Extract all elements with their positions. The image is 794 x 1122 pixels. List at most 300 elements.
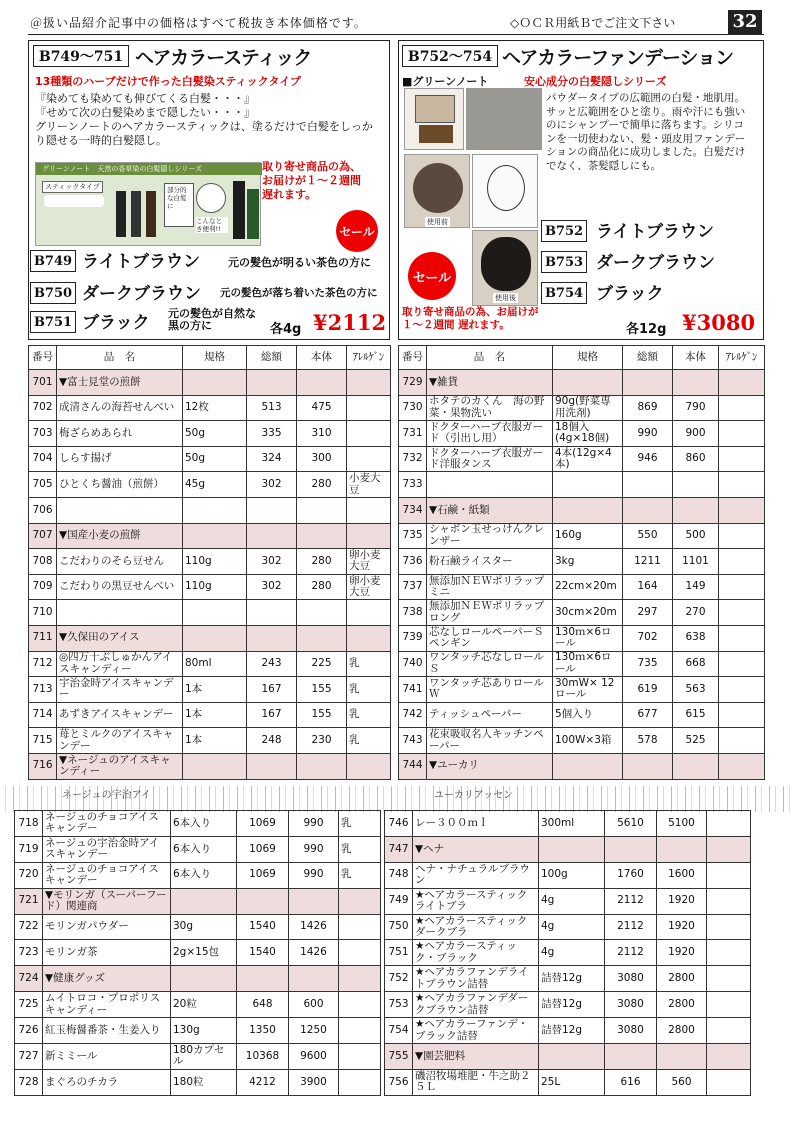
item-spec: 100W×3箱 bbox=[553, 728, 623, 754]
item-total: 1540 bbox=[237, 914, 289, 940]
item-spec: 詰替12g bbox=[539, 966, 605, 992]
header-note: ＠扱い品紹介記事中の価格はすべて税抜き本体価格です。 bbox=[30, 16, 367, 30]
item-spec: 3kg bbox=[553, 549, 623, 575]
item-total: 10368 bbox=[237, 1044, 289, 1070]
item-spec: 4本(12g×4本) bbox=[553, 446, 623, 472]
item-name: ★ヘアカラーファンデ・ブラック詰替 bbox=[413, 1018, 539, 1044]
item-number: 733 bbox=[399, 472, 427, 498]
table-row bbox=[399, 395, 765, 421]
item-spec bbox=[553, 497, 623, 523]
section-row bbox=[399, 370, 765, 396]
stick-shape bbox=[116, 191, 126, 237]
item-base-price: 280 bbox=[297, 574, 347, 600]
illustration-photo bbox=[472, 154, 538, 228]
item-base-price: 1250 bbox=[289, 1018, 339, 1044]
item-allergy: 乳 bbox=[347, 728, 391, 754]
item-name bbox=[427, 472, 553, 498]
item-allergy bbox=[339, 940, 381, 966]
table-row bbox=[15, 1018, 381, 1044]
after-photo bbox=[472, 230, 538, 306]
item-number: 706 bbox=[29, 497, 57, 523]
item-allergy bbox=[707, 811, 751, 837]
item-number: 741 bbox=[399, 677, 427, 703]
item-name: こだわりのそら豆せん bbox=[57, 549, 183, 575]
table-row bbox=[385, 992, 751, 1018]
item-base-price: 1920 bbox=[657, 914, 707, 940]
table-row bbox=[15, 940, 381, 966]
item-number: 721 bbox=[15, 888, 43, 914]
item-allergy bbox=[339, 992, 381, 1018]
item-base-price: 300 bbox=[297, 446, 347, 472]
item-spec: 130ｍ×6ロール bbox=[553, 625, 623, 651]
stick-shape bbox=[233, 181, 245, 239]
item-number: 739 bbox=[399, 625, 427, 651]
item-total bbox=[247, 625, 297, 651]
item-total: 869 bbox=[623, 395, 673, 421]
item-number: 702 bbox=[29, 395, 57, 421]
table-row bbox=[15, 811, 381, 837]
item-number: 723 bbox=[15, 940, 43, 966]
item-total: 2112 bbox=[605, 888, 657, 914]
item-name: 花束吸収名人キッチンペーパー bbox=[427, 728, 553, 754]
item-spec: 50g bbox=[183, 421, 247, 447]
item-allergy bbox=[707, 1018, 751, 1044]
item-spec bbox=[183, 523, 247, 549]
item-total: 619 bbox=[623, 677, 673, 703]
variant-code-b751: B751 bbox=[30, 311, 76, 333]
item-number: 738 bbox=[399, 600, 427, 626]
table-row bbox=[385, 1069, 751, 1095]
table-row bbox=[399, 702, 765, 728]
item-number: 711 bbox=[29, 625, 57, 651]
item-name: 芯なしロールペーパーＳ ペンギン bbox=[427, 625, 553, 651]
item-base-price: 475 bbox=[297, 395, 347, 421]
item-name: 成清さんの海苔せんべい bbox=[57, 395, 183, 421]
item-name: レー３００ｍｌ bbox=[413, 811, 539, 837]
section-row bbox=[399, 753, 765, 779]
item-total: 297 bbox=[623, 600, 673, 626]
item-total: 3080 bbox=[605, 1018, 657, 1044]
left-sale-badge: セール bbox=[336, 210, 378, 252]
table-row bbox=[385, 862, 751, 888]
item-spec: 4g bbox=[539, 914, 605, 940]
item-base-price: 615 bbox=[673, 702, 719, 728]
item-spec bbox=[539, 1044, 605, 1070]
item-name: 梅ざらめあられ bbox=[57, 421, 183, 447]
table-row bbox=[29, 549, 391, 575]
item-spec bbox=[171, 966, 237, 992]
item-total bbox=[237, 966, 289, 992]
item-base-price: 563 bbox=[673, 677, 719, 703]
item-base-price: 525 bbox=[673, 728, 719, 754]
item-number: 731 bbox=[399, 421, 427, 447]
stick-shape bbox=[44, 195, 104, 207]
col-item-name: 品 名 bbox=[57, 346, 183, 370]
item-number: 705 bbox=[29, 472, 57, 498]
item-total: 648 bbox=[237, 992, 289, 1018]
item-name: ▼富士見堂の煎餅 bbox=[57, 370, 183, 396]
item-number: 737 bbox=[399, 574, 427, 600]
item-base-price: 270 bbox=[673, 600, 719, 626]
item-number: 732 bbox=[399, 446, 427, 472]
item-number: 726 bbox=[15, 1018, 43, 1044]
item-allergy bbox=[719, 753, 765, 779]
item-total: 3080 bbox=[605, 992, 657, 1018]
table-row bbox=[29, 497, 391, 523]
item-name: ▼ユーカリ bbox=[427, 753, 553, 779]
item-allergy bbox=[707, 862, 751, 888]
item-name: ▼ネージュのアイスキャンディー bbox=[57, 753, 183, 779]
item-total bbox=[623, 472, 673, 498]
table-row bbox=[399, 574, 765, 600]
item-name: ドクターハーブ衣服ガード（引出し用） bbox=[427, 421, 553, 447]
left-product-code: B749～751 bbox=[33, 45, 129, 67]
hair-color-stick-photo bbox=[35, 162, 261, 246]
head-shape bbox=[481, 237, 531, 291]
item-allergy bbox=[719, 421, 765, 447]
item-name: ワンタッチ芯ありロールＷ bbox=[427, 677, 553, 703]
item-base-price bbox=[673, 753, 719, 779]
item-total: 550 bbox=[623, 523, 673, 549]
item-total: 513 bbox=[247, 395, 297, 421]
item-spec: 2g×15包 bbox=[171, 940, 237, 966]
item-allergy bbox=[719, 625, 765, 651]
item-spec bbox=[183, 600, 247, 626]
item-name: しらす揚げ bbox=[57, 446, 183, 472]
item-number: 716 bbox=[29, 753, 57, 779]
variant-note-b749: 元の髪色が明るい茶色の方に bbox=[228, 256, 371, 269]
item-spec bbox=[553, 472, 623, 498]
item-number: 728 bbox=[15, 1069, 43, 1095]
table-row bbox=[29, 702, 391, 728]
item-base-price: 1600 bbox=[657, 862, 707, 888]
item-total: 1211 bbox=[623, 549, 673, 575]
col-base-price: 本体 bbox=[673, 346, 719, 370]
compact-powder bbox=[419, 125, 453, 143]
foundation-compact-photo bbox=[404, 88, 464, 150]
item-total bbox=[247, 523, 297, 549]
item-total: 1069 bbox=[237, 862, 289, 888]
item-number: 742 bbox=[399, 702, 427, 728]
col-item-name: 品 名 bbox=[427, 346, 553, 370]
col-allergy: ｱﾚﾙｹﾞﾝ bbox=[719, 346, 765, 370]
item-number: 754 bbox=[385, 1018, 413, 1044]
item-base-price: 280 bbox=[297, 472, 347, 498]
scan-glitch-band bbox=[0, 786, 794, 812]
right-price: ¥3080 bbox=[682, 310, 756, 335]
item-total bbox=[247, 753, 297, 779]
table-row bbox=[29, 677, 391, 703]
table-row bbox=[385, 811, 751, 837]
left-product-name: ヘアカラースティック bbox=[135, 47, 312, 69]
item-total bbox=[623, 497, 673, 523]
right-product-brand: ■グリーンノート bbox=[402, 75, 489, 88]
item-total: 335 bbox=[247, 421, 297, 447]
item-total: 164 bbox=[623, 574, 673, 600]
table-row bbox=[385, 966, 751, 992]
section-row bbox=[29, 625, 391, 651]
item-spec: 80ml bbox=[183, 651, 247, 677]
item-spec: 180カプセル bbox=[171, 1044, 237, 1070]
item-total: 3080 bbox=[605, 966, 657, 992]
item-name: モリンガ茶 bbox=[43, 940, 171, 966]
package-label: グリーンノート 天然の香草染の白髪隠しシリーズ bbox=[36, 163, 262, 175]
variant-name-b749: ライトブラウン bbox=[82, 252, 200, 272]
item-number: 701 bbox=[29, 370, 57, 396]
table-row bbox=[29, 395, 391, 421]
table-row bbox=[399, 651, 765, 677]
table-row bbox=[29, 446, 391, 472]
item-allergy bbox=[719, 702, 765, 728]
item-name: ▼久保田のアイス bbox=[57, 625, 183, 651]
item-number: 747 bbox=[385, 836, 413, 862]
item-spec: 110g bbox=[183, 574, 247, 600]
item-number: 749 bbox=[385, 888, 413, 914]
item-base-price bbox=[657, 1044, 707, 1070]
item-allergy bbox=[719, 497, 765, 523]
table-row bbox=[399, 421, 765, 447]
item-spec: 90g(野菜専用洗剤) bbox=[553, 395, 623, 421]
item-number: 704 bbox=[29, 446, 57, 472]
table-row bbox=[29, 472, 391, 498]
item-number: 750 bbox=[385, 914, 413, 940]
col-spec: 規格 bbox=[553, 346, 623, 370]
left-price: ¥2112 bbox=[313, 310, 387, 335]
item-spec: 130ｍ×6ロール bbox=[553, 651, 623, 677]
item-spec bbox=[183, 753, 247, 779]
item-name: 無添加ＮＥＷポリラップロング bbox=[427, 600, 553, 626]
item-total: 302 bbox=[247, 549, 297, 575]
item-spec bbox=[183, 497, 247, 523]
item-number: 756 bbox=[385, 1069, 413, 1095]
item-total: 1760 bbox=[605, 862, 657, 888]
item-total bbox=[247, 370, 297, 396]
item-allergy bbox=[719, 600, 765, 626]
item-name: ネージュのチョコアイスキャンデー bbox=[43, 862, 171, 888]
price-table-top-left bbox=[28, 345, 391, 780]
item-name: シャボン玉せっけんクレンザー bbox=[427, 523, 553, 549]
item-name: ワンタッチ芯なしロールＳ bbox=[427, 651, 553, 677]
item-name: ムイトロコ・プロポリスキャンディー bbox=[43, 992, 171, 1018]
item-total: 1069 bbox=[237, 836, 289, 862]
item-spec: 30mW× 12ロール bbox=[553, 677, 623, 703]
variant-name-b751: ブラック bbox=[82, 313, 150, 333]
table-row bbox=[399, 728, 765, 754]
item-number: 703 bbox=[29, 421, 57, 447]
item-base-price: 990 bbox=[289, 811, 339, 837]
item-number: 735 bbox=[399, 523, 427, 549]
item-spec: 詰替12g bbox=[539, 992, 605, 1018]
item-number: 746 bbox=[385, 811, 413, 837]
item-name: ひとくち醤油（煎餅） bbox=[57, 472, 183, 498]
right-sale-badge: セール bbox=[408, 252, 456, 300]
item-spec: 45g bbox=[183, 472, 247, 498]
item-spec: 1本 bbox=[183, 702, 247, 728]
item-allergy bbox=[339, 888, 381, 914]
item-total: 2112 bbox=[605, 940, 657, 966]
variant-name-b753: ダークブラウン bbox=[596, 253, 715, 273]
item-total: 248 bbox=[247, 728, 297, 754]
right-product-name: ヘアカラーファンデーション bbox=[502, 47, 734, 69]
header-divider bbox=[28, 34, 764, 35]
right-size: 各12g bbox=[626, 322, 667, 337]
before-label: 使用前 bbox=[427, 218, 448, 226]
table-header-row bbox=[399, 346, 765, 370]
variant-note-b751: 元の髪色が自然な黒の方に bbox=[168, 307, 256, 332]
item-number: 709 bbox=[29, 574, 57, 600]
item-name: ヘナ・ナチュラルブラウン bbox=[413, 862, 539, 888]
item-number: 727 bbox=[15, 1044, 43, 1070]
item-name: ティッシュペーパー bbox=[427, 702, 553, 728]
item-number: 730 bbox=[399, 395, 427, 421]
item-name: ネージュのチョコアイスキャンデー bbox=[43, 811, 171, 837]
item-base-price: 155 bbox=[297, 677, 347, 703]
face-outline bbox=[487, 165, 525, 211]
item-number: 714 bbox=[29, 702, 57, 728]
item-name: ▼園芸肥料 bbox=[413, 1044, 539, 1070]
item-allergy bbox=[707, 1044, 751, 1070]
item-base-price: 3900 bbox=[289, 1069, 339, 1095]
item-base-price bbox=[297, 523, 347, 549]
item-total: 243 bbox=[247, 651, 297, 677]
variant-name-b752: ライトブラウン bbox=[596, 222, 714, 242]
item-number: 707 bbox=[29, 523, 57, 549]
item-spec: 50g bbox=[183, 446, 247, 472]
table-row bbox=[15, 862, 381, 888]
glitch-text: ネージュの宇治アイ bbox=[62, 790, 151, 801]
item-number: 724 bbox=[15, 966, 43, 992]
item-total: 167 bbox=[247, 702, 297, 728]
item-base-price bbox=[297, 753, 347, 779]
item-base-price: 638 bbox=[673, 625, 719, 651]
item-allergy bbox=[347, 600, 391, 626]
compact-lid bbox=[415, 95, 455, 123]
item-name: ホタテのカくん 海の野菜・果物洗い bbox=[427, 395, 553, 421]
item-allergy bbox=[347, 446, 391, 472]
item-base-price: 990 bbox=[289, 862, 339, 888]
table-header-row bbox=[29, 346, 391, 370]
item-spec: 20粒 bbox=[171, 992, 237, 1018]
item-number: 712 bbox=[29, 651, 57, 677]
item-allergy bbox=[719, 728, 765, 754]
item-base-price bbox=[673, 497, 719, 523]
table-row bbox=[385, 1018, 751, 1044]
package-label: 部分的な白髪に bbox=[164, 183, 194, 227]
item-total: 578 bbox=[623, 728, 673, 754]
item-total: 5610 bbox=[605, 811, 657, 837]
item-total: 4212 bbox=[237, 1069, 289, 1095]
item-allergy bbox=[719, 523, 765, 549]
item-allergy bbox=[707, 940, 751, 966]
item-number: 752 bbox=[385, 966, 413, 992]
item-base-price: 155 bbox=[297, 702, 347, 728]
hair-application-photo bbox=[466, 88, 542, 150]
item-base-price: 225 bbox=[297, 651, 347, 677]
left-product-tagline: 13種類のハーブだけで作った白髪染スティックタイプ bbox=[35, 75, 301, 88]
table-row bbox=[399, 446, 765, 472]
left-size: 各4g bbox=[270, 322, 302, 337]
col-total: 総額 bbox=[247, 346, 297, 370]
item-total bbox=[247, 497, 297, 523]
item-base-price bbox=[673, 370, 719, 396]
table-row bbox=[399, 600, 765, 626]
item-allergy bbox=[707, 836, 751, 862]
item-number: 755 bbox=[385, 1044, 413, 1070]
item-base-price: 280 bbox=[297, 549, 347, 575]
face-illustration bbox=[196, 183, 226, 213]
item-spec: 18個入(4g×18個) bbox=[553, 421, 623, 447]
item-allergy bbox=[707, 888, 751, 914]
col-spec: 規格 bbox=[183, 346, 247, 370]
item-base-price bbox=[297, 625, 347, 651]
package-label: スティックタイプ bbox=[42, 181, 103, 193]
item-name: ◎四万十ぶしゅかんアイスキャンディー bbox=[57, 651, 183, 677]
item-spec: 6本入り bbox=[171, 862, 237, 888]
item-allergy bbox=[347, 753, 391, 779]
section-row bbox=[399, 497, 765, 523]
item-allergy bbox=[347, 370, 391, 396]
item-allergy: 卵小麦大豆 bbox=[347, 574, 391, 600]
item-total: 2112 bbox=[605, 914, 657, 940]
item-base-price: 1426 bbox=[289, 940, 339, 966]
item-total: 1540 bbox=[237, 940, 289, 966]
table-row bbox=[29, 651, 391, 677]
item-spec: 4g bbox=[539, 940, 605, 966]
stick-shape bbox=[146, 191, 156, 237]
item-spec bbox=[171, 888, 237, 914]
item-base-price: 860 bbox=[673, 446, 719, 472]
item-name: ★ヘアカラースティックライトブラ bbox=[413, 888, 539, 914]
head-shape bbox=[413, 163, 463, 213]
item-base-price: 2800 bbox=[657, 966, 707, 992]
item-base-price: 500 bbox=[673, 523, 719, 549]
item-number: 748 bbox=[385, 862, 413, 888]
header-order-note: ◇ＯＣＲ用紙Ｂでご注文下さい bbox=[510, 16, 676, 30]
right-order-note: 取り寄せ商品の為、お届けが １～２週間 遅れます。 bbox=[402, 306, 539, 331]
section-row bbox=[15, 888, 381, 914]
item-base-price: 149 bbox=[673, 574, 719, 600]
item-allergy: 乳 bbox=[347, 702, 391, 728]
item-allergy bbox=[719, 574, 765, 600]
table-row bbox=[29, 728, 391, 754]
table-row bbox=[399, 549, 765, 575]
section-row bbox=[29, 523, 391, 549]
item-total: 1069 bbox=[237, 811, 289, 837]
table-row bbox=[385, 940, 751, 966]
item-spec: 6本入り bbox=[171, 836, 237, 862]
item-spec bbox=[539, 836, 605, 862]
item-name: ネージュの宇治金時アイスキャンデー bbox=[43, 836, 171, 862]
table-row bbox=[29, 421, 391, 447]
item-spec: 25L bbox=[539, 1069, 605, 1095]
box-shape bbox=[247, 189, 259, 239]
item-spec: 300ml bbox=[539, 811, 605, 837]
item-total bbox=[623, 370, 673, 396]
item-total: 302 bbox=[247, 472, 297, 498]
item-number: 715 bbox=[29, 728, 57, 754]
variant-name-b750: ダークブラウン bbox=[82, 284, 201, 304]
table-row bbox=[399, 523, 765, 549]
item-base-price: 1920 bbox=[657, 940, 707, 966]
item-allergy bbox=[339, 1069, 381, 1095]
item-base-price bbox=[289, 966, 339, 992]
item-name: 紅玉梅醤番茶・生姜入り bbox=[43, 1018, 171, 1044]
item-allergy bbox=[339, 1018, 381, 1044]
left-order-note: 取り寄せ商品の為、 お届けが１～２週間 遅れます。 bbox=[262, 160, 361, 201]
col-total: 総額 bbox=[623, 346, 673, 370]
item-name: 粉石鹸ライスター bbox=[427, 549, 553, 575]
table-row bbox=[399, 677, 765, 703]
